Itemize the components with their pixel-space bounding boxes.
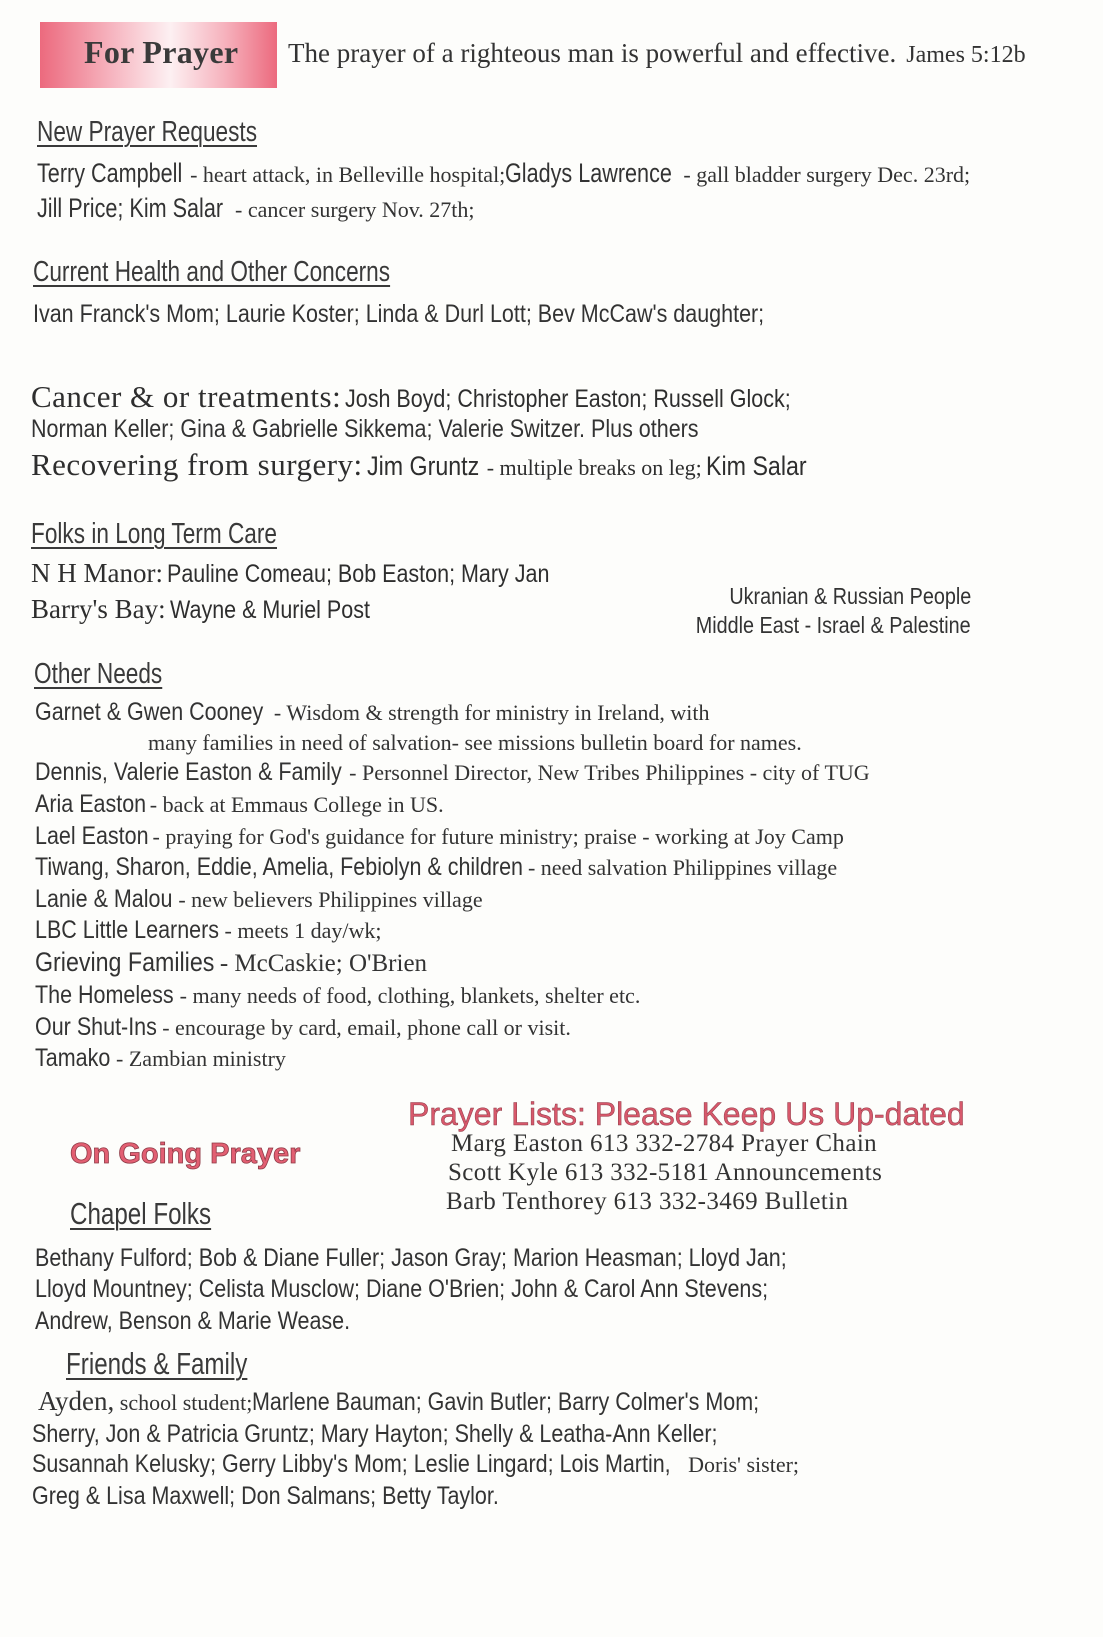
- need-item: [35, 1044, 286, 1073]
- need-item: [35, 947, 427, 978]
- new-request-line-1: [37, 158, 970, 189]
- recovering-note: - multiple breaks on leg;: [481, 455, 702, 480]
- request-name: Gladys Lawrence: [505, 158, 673, 188]
- friends-line-1: [38, 1386, 842, 1417]
- need-name: Garnet & Gwen Cooney: [35, 698, 264, 726]
- friends-line-4: Greg & Lisa Maxwell; Don Salmans; Betty Taylor.: [32, 1482, 499, 1510]
- need-item: [35, 1013, 571, 1042]
- nh-manor-line: [31, 558, 612, 589]
- need-name: Lael Easton: [35, 822, 149, 850]
- need-item-continued: [148, 729, 802, 757]
- need-note: - praying for God's guidance for future ministry; praise - working at Joy Camp: [147, 824, 844, 849]
- new-request-line-2: [37, 193, 475, 224]
- need-name: Dennis, Valerie Easton & Family: [35, 758, 342, 786]
- recovering-name: Kim Salar: [705, 451, 807, 481]
- chapel-line-3: Andrew, Benson & Marie Wease.: [35, 1307, 351, 1335]
- need-item: [35, 822, 844, 851]
- friend-name: Ayden,: [38, 1386, 115, 1416]
- need-note: - new believers Philippines village: [172, 887, 483, 912]
- need-note: - McCaskie; O'Brien: [213, 950, 428, 977]
- cancer-line-2: Norman Keller; Gina & Gabrielle Sikkema; Valerie Switzer. Plus others: [31, 415, 699, 443]
- request-note: - heart attack, in Belleville hospital;: [184, 162, 506, 187]
- need-note: - back at Emmaus College in US.: [144, 792, 444, 817]
- friends-line-2: Sherry, Jon & Patricia Gruntz; Mary Hayton; Shelly & Leatha-Ann Keller;: [32, 1420, 718, 1448]
- side-note-ukraine: Ukranian & Russian People: [729, 583, 971, 609]
- request-name: Jill Price; Kim Salar: [37, 193, 224, 223]
- chapel-line-2: Lloyd Mountney; Celista Musclow; Diane O'Brien; John & Carol Ann Stevens;: [35, 1275, 769, 1303]
- need-item: [35, 790, 444, 819]
- need-note: - many needs of food, clothing, blankets, shelter etc.: [174, 983, 641, 1008]
- recovering-line: [31, 447, 823, 483]
- current-health-names: Ivan Franck's Mom; Laurie Koster; Linda & Durl Lott; Bev McCaw's daughter;: [33, 300, 765, 328]
- chapel-folks-heading: Chapel Folks: [70, 1196, 212, 1231]
- need-name: Tiwang, Sharon, Eddie, Amelia, Febiolyn & children: [35, 853, 523, 881]
- barrys-bay-line: [31, 594, 402, 625]
- contact-prayer-chain: Marg Easton 613 332-2784 Prayer Chain: [451, 1130, 878, 1157]
- need-note: - Wisdom & strength for ministry in Ireland, with: [268, 700, 710, 725]
- new-prayer-requests-heading: New Prayer Requests: [37, 116, 258, 148]
- need-note: - Zambian ministry: [110, 1046, 286, 1071]
- barrys-bay-names: Wayne & Muriel Post: [169, 596, 370, 624]
- need-item: [35, 916, 382, 945]
- header-verse: [288, 38, 1026, 69]
- request-name: Terry Campbell: [37, 158, 183, 188]
- other-needs-heading: Other Needs: [34, 658, 163, 690]
- need-name: Tamako: [35, 1044, 111, 1072]
- friend-note: Doris' sister;: [682, 1452, 800, 1477]
- contact-announcements: Scott Kyle 613 332-5181 Announcements: [448, 1159, 883, 1186]
- long-term-care-heading: Folks in Long Term Care: [31, 518, 277, 550]
- nh-manor-names: Pauline Comeau; Bob Easton; Mary Jan: [166, 560, 550, 588]
- side-note-middle-east: Middle East - Israel & Palestine: [696, 612, 971, 638]
- need-item: [35, 885, 483, 914]
- cancer-label: Cancer & or treatments:: [31, 379, 342, 414]
- page-title: For Prayer: [84, 34, 239, 70]
- contact-bulletin: Barb Tenthorey 613 332-3469 Bulletin: [446, 1188, 849, 1215]
- prayer-lists-title: Prayer Lists: Please Keep Us Up-dated: [408, 1096, 965, 1132]
- cancer-line-1: [31, 379, 864, 415]
- need-item: [35, 981, 640, 1010]
- need-name: The Homeless: [35, 981, 174, 1009]
- friend-names: Susannah Kelusky; Gerry Libby's Mom; Leslie Lingard; Lois Martin,: [32, 1450, 671, 1478]
- nh-manor-label: N H Manor:: [31, 558, 163, 588]
- need-note: - meets 1 day/wk;: [219, 918, 382, 943]
- need-note: - Personnel Director, New Tribes Philippines - city of TUG: [343, 760, 870, 785]
- verse-text: The prayer of a righteous man is powerful and effective.: [288, 38, 897, 68]
- need-note: - need salvation Philippines village: [522, 855, 838, 880]
- current-health-heading: Current Health and Other Concerns: [33, 256, 391, 288]
- friends-line-3: [32, 1450, 799, 1479]
- cancer-names: Josh Boyd; Christopher Easton; Russell Glock;: [345, 385, 791, 413]
- need-note: - encourage by card, email, phone call or visit.: [156, 1015, 571, 1040]
- verse-reference: James 5:12b: [906, 42, 1026, 68]
- need-item: [35, 758, 870, 787]
- need-name: Lanie & Malou: [35, 885, 173, 913]
- need-name: Aria Easton: [35, 790, 147, 818]
- barrys-bay-label: Barry's Bay:: [31, 594, 166, 624]
- need-note: many families in need of salvation- see missions bulletin board for names.: [148, 730, 802, 755]
- need-item: [35, 853, 837, 882]
- friend-names: Marlene Bauman; Gavin Butler; Barry Colmer's Mom;: [252, 1388, 760, 1416]
- request-note: - gall bladder surgery Dec. 23rd;: [677, 162, 971, 187]
- request-note: - cancer surgery Nov. 27th;: [229, 197, 475, 222]
- friends-family-heading: Friends & Family: [66, 1346, 248, 1381]
- chapel-line-1: Bethany Fulford; Bob & Diane Fuller; Jason Gray; Marion Heasman; Lloyd Jan;: [35, 1244, 787, 1272]
- ongoing-prayer-title: On Going Prayer: [70, 1138, 301, 1170]
- recovering-label: Recovering from surgery:: [31, 447, 363, 482]
- friend-note: school student;: [114, 1390, 253, 1415]
- need-name: LBC Little Learners: [35, 916, 220, 944]
- need-name: Grieving Families: [35, 947, 215, 977]
- need-name: Our Shut-Ins: [35, 1013, 157, 1041]
- recovering-name: Jim Gruntz: [366, 451, 479, 481]
- need-item: [35, 698, 710, 727]
